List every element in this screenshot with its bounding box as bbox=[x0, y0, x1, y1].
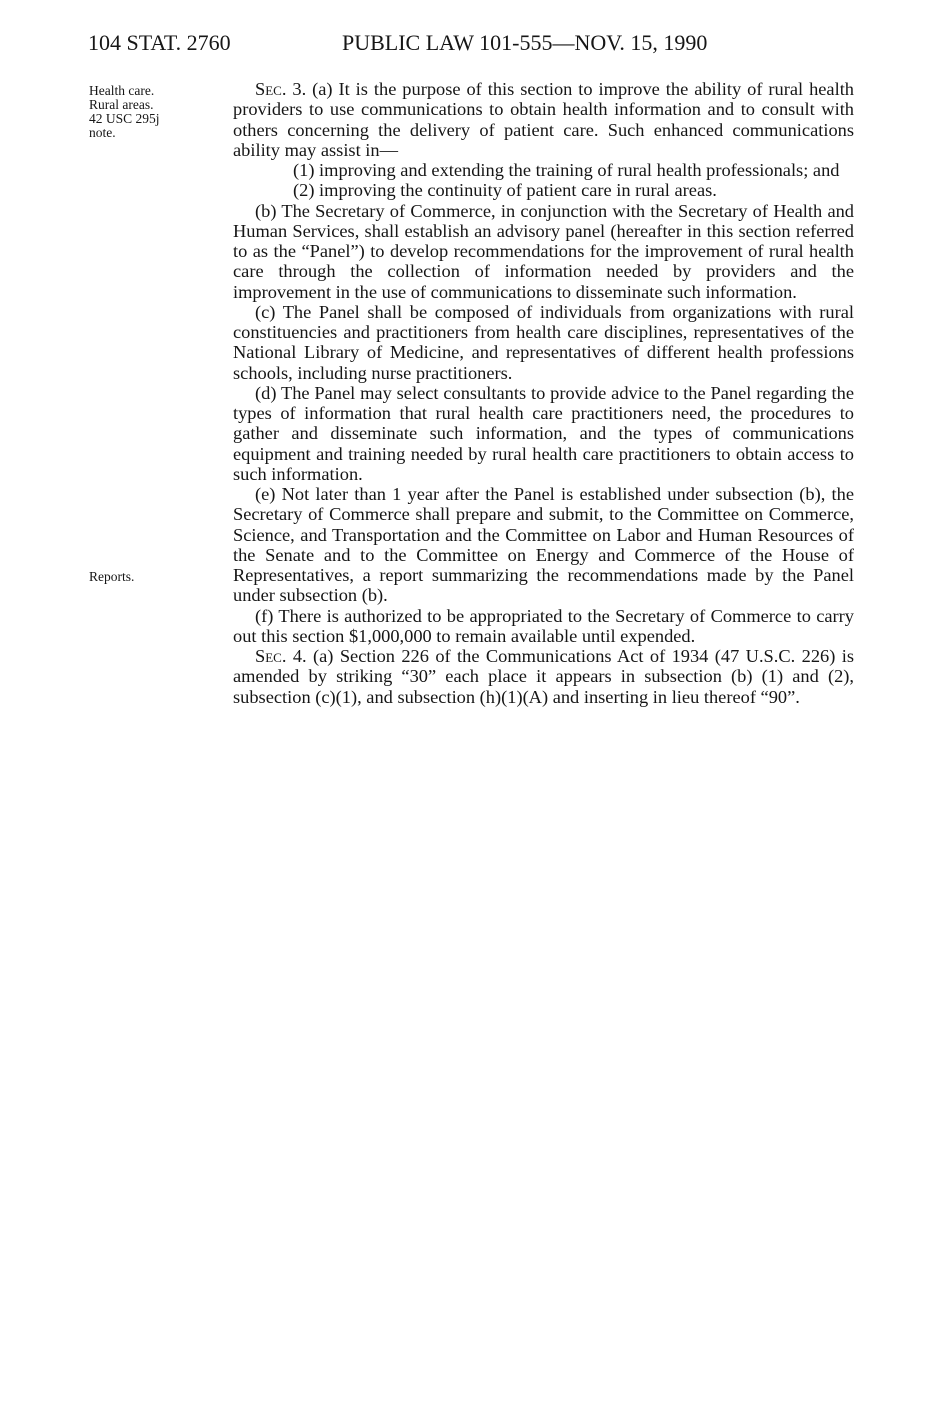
section-3-a bbox=[233, 79, 854, 160]
section-3-c: (c) The Panel shall be composed of individuals from organizations with rural constituencies and practitioners from health care disciplines, representatives of the National Library of Medicine, and representatives of different health professions schools, including nurse practitioners. bbox=[233, 301, 854, 383]
section-3-f: (f) There is authorized to be appropriated to the Secretary of Commerce to carry out this section $1,000,000 to remain available until expended. bbox=[233, 605, 854, 646]
page-header bbox=[88, 30, 848, 64]
section-4-label: Sec. 4. bbox=[255, 646, 307, 666]
section-3-a-text: (a) It is the purpose of this section to improve the ability of rural health providers to use communications to obtain health information and to consult with others concerning the delivery of patient care. Such enhanced communications ability may assist in— bbox=[233, 79, 855, 160]
margin-note-line: Rural areas. bbox=[89, 97, 154, 112]
margin-note-health-care bbox=[89, 84, 160, 140]
statute-page-number: 104 STAT. 2760 bbox=[88, 30, 231, 55]
margin-note-line: 42 USC 295j bbox=[89, 111, 160, 126]
statute-body bbox=[233, 79, 854, 707]
section-3-b: (b) The Secretary of Commerce, in conjunction with the Secretary of Health and Human Services, shall establish an advisory panel (hereafter in this section referred to as the “Panel”) to develop recommendations for the improvement of rural health care through the collection of information needed by providers and the improvement in the use of communications to disseminate such information. bbox=[233, 200, 854, 302]
section-3-e: (e) Not later than 1 year after the Panel is established under subsection (b), the Secretary of Commerce shall prepare and submit, to the Committee on Commerce, Science, and Transportation and the Committee on Labor and Human Resources of the Senate and to the Committee on Energy and Commerce of the House of Representatives, a report summarizing the recommendations made by the Panel under subsection (b). bbox=[233, 484, 854, 606]
margin-note-reports bbox=[89, 570, 134, 584]
margin-note-line: Health care. bbox=[89, 83, 155, 98]
section-3-label: Sec. 3. bbox=[255, 79, 307, 99]
section-3-a-2: (2) improving the continuity of patient care in rural areas. bbox=[293, 180, 717, 201]
section-3-a-1: (1) improving and extending the training of rural health professionals; and bbox=[293, 160, 840, 180]
section-4-a bbox=[233, 646, 854, 707]
public-law-title: PUBLIC LAW 101-555—NOV. 15, 1990 bbox=[342, 30, 708, 55]
margin-note-line: note. bbox=[89, 125, 116, 140]
margin-note-line: Reports. bbox=[89, 569, 135, 584]
section-3-d: (d) The Panel may select consultants to provide advice to the Panel regarding the types of information that rural health care practitioners need, the procedures to gather and disseminate such information, and the types of communications equipment and training needed by rural health care practitioners to obtain access to such information. bbox=[233, 382, 854, 484]
section-4-a-text: (a) Section 226 of the Communications Act of 1934 (47 U.S.C. 226) is amended by striking “30” each place it appears in subsection (b) (1) and (2), subsection (c)(1), and subsection (h)(1)(A) and inserting in lieu thereof “90”. bbox=[233, 646, 854, 707]
